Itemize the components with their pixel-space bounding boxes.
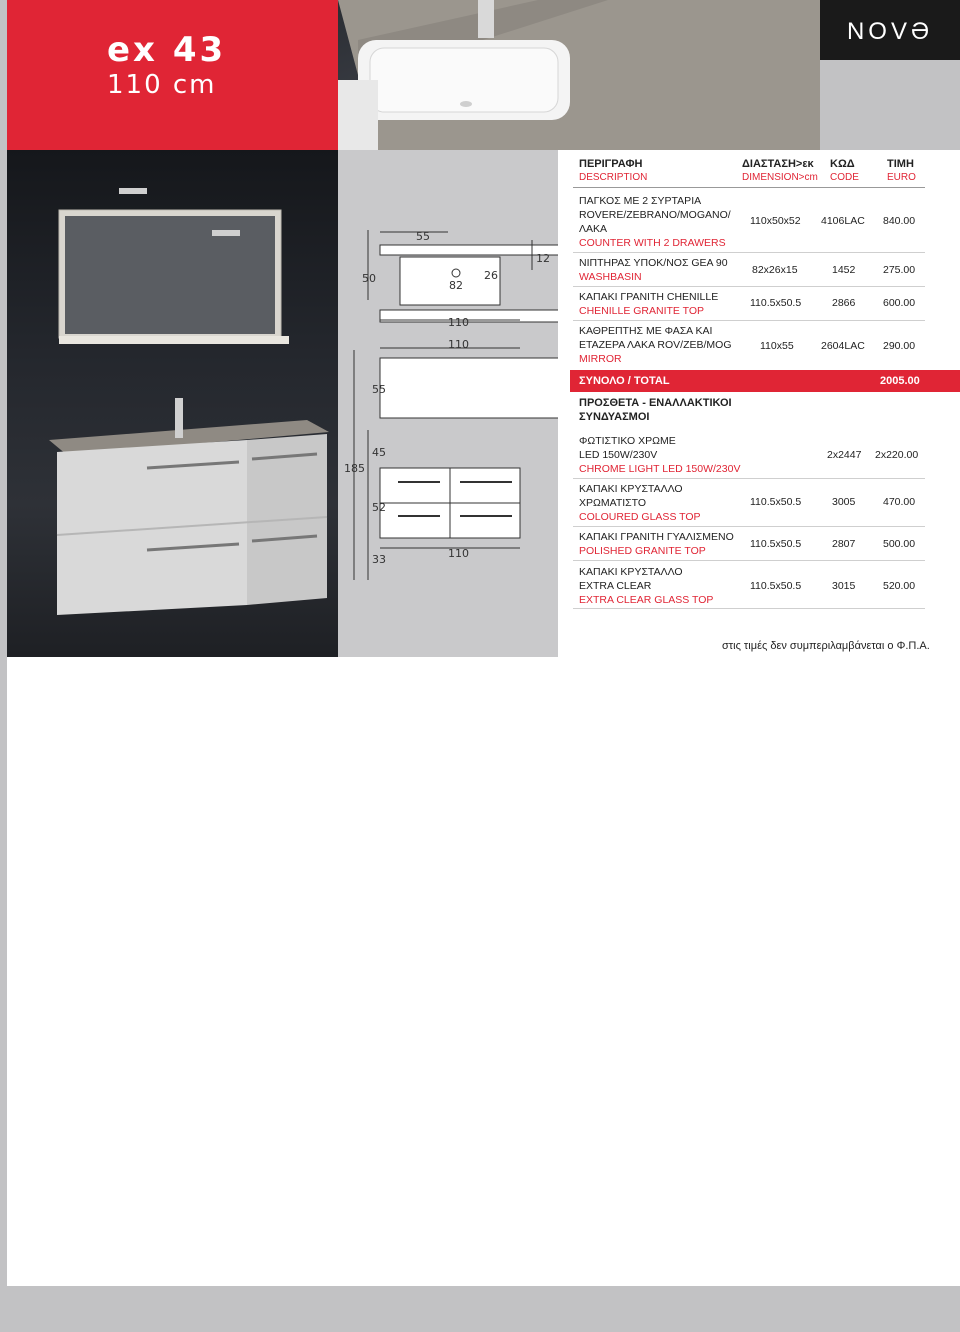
- extra-2-dimension: 110.5x50.5: [750, 538, 802, 550]
- dim-top-width: 55: [416, 230, 430, 243]
- extra-1-dimension: 110.5x50.5: [750, 496, 802, 508]
- row-1-text-en: WASHBASIN: [579, 271, 642, 283]
- model-size: 110 cm: [107, 70, 217, 100]
- extra-3-code: 3015: [832, 580, 856, 592]
- col-dimension-en: DIMENSION>cm: [742, 172, 818, 183]
- empty-panel: [7, 657, 960, 1286]
- extra-0-code: 2x2447: [827, 449, 862, 461]
- row-divider: [573, 252, 925, 253]
- row-2-dimension: 110.5x50.5: [750, 297, 802, 309]
- row-divider: [573, 526, 925, 527]
- row-0-text-3: ΛΑΚΑ: [579, 223, 608, 235]
- row-divider: [573, 286, 925, 287]
- product-photo: [7, 150, 338, 657]
- extra-1-text-1: ΚΑΠΑΚΙ ΚΡΥΣΤΑΛΛΟ: [579, 483, 683, 495]
- technical-drawing: [338, 150, 558, 657]
- row-2-text-1: ΚΑΠΑΚΙ ΓΡΑΝΙΤΗ CHENILLE: [579, 291, 719, 303]
- row-0-text-2: ROVERE/ZEBRANO/MOGANO/: [579, 209, 731, 221]
- extra-0-text-1: ΦΩΤΙΣΤΙΚΟ ΧΡΩΜΕ: [579, 435, 676, 447]
- extra-2-price: 500.00: [883, 538, 916, 550]
- row-3-code: 2604LAC: [821, 340, 865, 352]
- dim-cabinet-3: 33: [372, 553, 386, 566]
- extra-3-text-2: EXTRA CLEAR: [579, 580, 652, 592]
- model-title: ex 43: [107, 30, 227, 70]
- row-0-code: 4106LAC: [821, 215, 865, 227]
- extra-3-dimension: 110.5x50.5: [750, 580, 802, 592]
- total-value: 2005.00: [880, 375, 920, 387]
- basin-photo: [338, 0, 820, 150]
- extra-1-price: 470.00: [883, 496, 916, 508]
- extra-2-text-en: POLISHED GRANITE TOP: [579, 545, 706, 557]
- total-label: ΣΥΝΟΛΟ / TOTAL: [579, 375, 670, 387]
- row-1-price: 275.00: [883, 264, 916, 276]
- row-divider: [573, 608, 925, 609]
- row-3-price: 290.00: [883, 340, 916, 352]
- dim-mirror-height: 55: [372, 383, 386, 396]
- row-0-price: 840.00: [883, 215, 916, 227]
- vat-note: στις τιμές δεν συμπεριλαμβάνεται ο Φ.Π.Α.: [722, 640, 930, 652]
- row-0-text-en: COUNTER WITH 2 DRAWERS: [579, 237, 726, 249]
- header-divider: [573, 187, 925, 188]
- row-2-price: 600.00: [883, 297, 916, 309]
- row-1-text-1: ΝΙΠΤΗΡΑΣ ΥΠΟΚ/ΝΟΣ GEA 90: [579, 257, 728, 269]
- dimension-drawing: [338, 150, 558, 657]
- extra-1-text-2: ΧΡΩΜΑΤΙΣΤΟ: [579, 497, 647, 509]
- extras-title-2: ΣΥΝΔΥΑΣΜΟΙ: [579, 411, 650, 423]
- basin-illustration: [338, 0, 820, 150]
- row-3-text-1: ΚΑΘΡΕΠΤΗΣ ΜΕ ΦΑΣΑ ΚΑΙ: [579, 325, 713, 337]
- extra-0-price: 2x220.00: [875, 449, 919, 461]
- col-price: ΤΙΜΗ: [887, 158, 914, 170]
- dim-width-1: 110: [448, 316, 469, 329]
- dim-width-2: 110: [448, 338, 469, 351]
- row-divider: [573, 560, 925, 561]
- row-2-code: 2866: [832, 297, 856, 309]
- col-description-en: DESCRIPTION: [579, 172, 648, 183]
- col-code-en: CODE: [830, 172, 859, 183]
- extra-2-text-1: ΚΑΠΑΚΙ ΓΡΑΝΙΤΗ ΓΥΑΛΙΣΜΕΝΟ: [579, 531, 734, 543]
- extra-2-code: 2807: [832, 538, 856, 550]
- row-1-dimension: 82x26x15: [752, 264, 798, 276]
- col-dimension: ΔΙΑΣΤΑΣΗ>εκ: [742, 158, 814, 170]
- extra-3-price: 520.00: [883, 580, 916, 592]
- extras-title-1: ΠΡΟΣΘΕΤΑ - ΕΝΑΛΛΑΚΤΙΚΟΙ: [579, 397, 732, 409]
- dim-depth: 50: [362, 272, 376, 285]
- extra-3-text-1: ΚΑΠΑΚΙ ΚΡΥΣΤΑΛΛΟ: [579, 566, 683, 578]
- extra-1-text-en: COLOURED GLASS TOP: [579, 511, 701, 523]
- extra-1-code: 3005: [832, 496, 856, 508]
- dim-cabinet-2: 52: [372, 501, 386, 514]
- cabinet-illustration: [7, 150, 338, 657]
- row-divider: [573, 320, 925, 321]
- dim-basin-depth: 26: [484, 269, 498, 282]
- dim-total-height: 185: [344, 462, 365, 475]
- row-3-text-2: ΕΤΑΖΕΡΑ ΛΑΚΑ ROV/ZEB/MOG: [579, 339, 732, 351]
- brand-logo: NOVƏ: [846, 18, 934, 45]
- col-code: ΚΩΔ: [830, 158, 855, 170]
- dim-width-3: 110: [448, 547, 469, 560]
- extra-0-text-en: CHROME LIGHT LED 150W/230V: [579, 463, 741, 475]
- row-0-dimension: 110x50x52: [750, 215, 801, 227]
- row-divider: [573, 478, 925, 479]
- extra-0-text-2: LED 150W/230V: [579, 449, 658, 461]
- extra-3-text-en: EXTRA CLEAR GLASS TOP: [579, 594, 714, 606]
- col-description: ΠΕΡΙΓΡΑΦΗ: [579, 158, 643, 170]
- row-3-dimension: 110x55: [760, 340, 794, 352]
- col-price-en: EURO: [887, 172, 916, 183]
- row-1-code: 1452: [832, 264, 856, 276]
- bottom-band: [0, 1287, 960, 1332]
- row-0-text-1: ΠΑΓΚΟΣ ΜΕ 2 ΣΥΡΤΑΡΙΑ: [579, 195, 702, 207]
- row-3-text-en: MIRROR: [579, 353, 622, 365]
- dim-basin: 82: [449, 279, 463, 292]
- dim-cabinet-1: 45: [372, 446, 386, 459]
- row-2-text-en: CHENILLE GRANITE TOP: [579, 305, 705, 317]
- dim-height-top: 12: [536, 252, 550, 265]
